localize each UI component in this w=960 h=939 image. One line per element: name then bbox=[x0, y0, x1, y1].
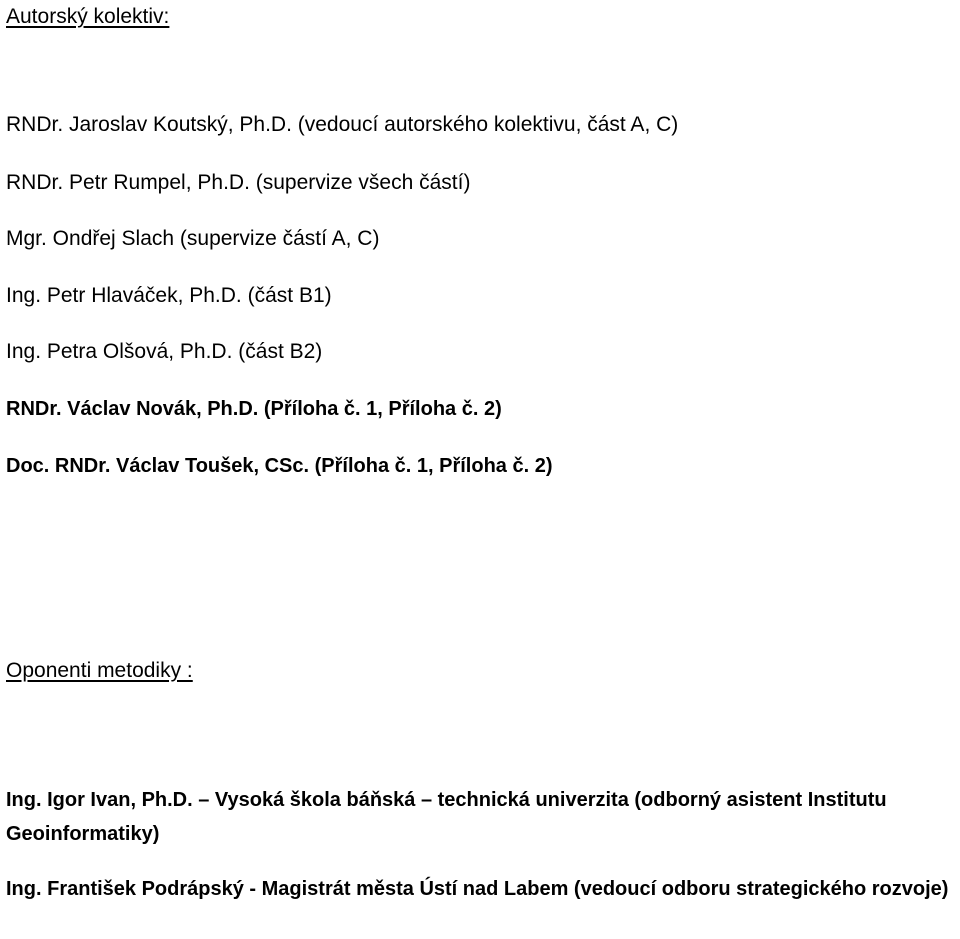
opponent-ivan: Ing. Igor Ivan, Ph.D. – Vysoká škola báňská – technická univerzita (odborný asistent Institutu Geoinformatiky) bbox=[6, 789, 887, 845]
author-koutsky: RNDr. Jaroslav Koutský, Ph.D. (vedoucí autorského kolektivu, část A, C) bbox=[6, 113, 679, 136]
opponents-heading: Oponenti metodiky : bbox=[6, 659, 193, 682]
author-tousek: Doc. RNDr. Václav Toušek, CSc. (Příloha č. 1, Příloha č. 2) bbox=[6, 455, 553, 477]
author-slach: Mgr. Ondřej Slach (supervize částí A, C) bbox=[6, 227, 380, 250]
author-novak: RNDr. Václav Novák, Ph.D. (Příloha č. 1, Příloha č. 2) bbox=[6, 398, 502, 420]
author-hlavacek: Ing. Petr Hlaváček, Ph.D. (část B1) bbox=[6, 284, 332, 307]
author-olsova: Ing. Petra Olšová, Ph.D. (část B2) bbox=[6, 340, 323, 363]
author-rumpel: RNDr. Petr Rumpel, Ph.D. (supervize všech částí) bbox=[6, 171, 471, 194]
authors-heading: Autorský kolektiv: bbox=[6, 5, 170, 28]
opponent-podrapsky: Ing. František Podrápský - Magistrát města Ústí nad Labem (vedoucí odboru strategického rozvoje) bbox=[6, 878, 949, 900]
